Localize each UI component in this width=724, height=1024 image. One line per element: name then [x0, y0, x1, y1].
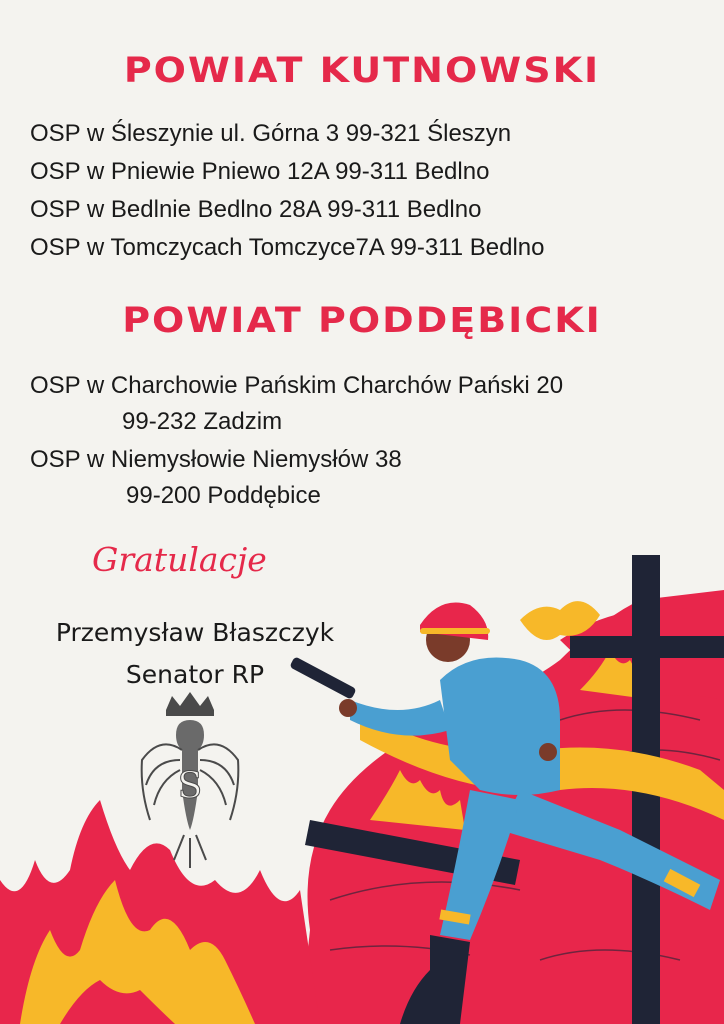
svg-text:S: S [177, 766, 203, 807]
address-line: OSP w Śleszynie ul. Górna 3 99-321 Śleszyn [30, 120, 512, 147]
signer-name: Przemysław Błaszczyk [55, 618, 335, 647]
greeting-text: Gratulacje [92, 540, 267, 579]
address-line: OSP w Niemysłowie Niemysłów 38 [30, 446, 402, 473]
hose-nozzle [289, 656, 356, 699]
address-line: OSP w Pniewie Pniewo 12A 99-311 Bedlno [30, 158, 490, 185]
address-line-postcode: 99-200 Poddębice [126, 482, 321, 509]
address-line-postcode: 99-232 Zadzim [122, 408, 283, 435]
address-line: OSP w Tomczycach Tomczyce7A 99-311 Bedlno [30, 234, 545, 261]
signer-title: Senator RP [125, 660, 265, 689]
wooden-beam-horizontal [570, 636, 724, 658]
address-line: OSP w Bedlnie Bedlno 28A 99-311 Bedlno [30, 196, 482, 223]
heading-powiat-poddebicki: POWIAT PODDĘBICKI [122, 299, 602, 341]
crowned-eagle-emblem-icon [142, 692, 239, 868]
address-line: OSP w Charchowie Pańskim Charchów Pański 20 [30, 372, 564, 399]
heading-powiat-kutnowski: POWIAT KUTNOWSKI [123, 49, 601, 91]
